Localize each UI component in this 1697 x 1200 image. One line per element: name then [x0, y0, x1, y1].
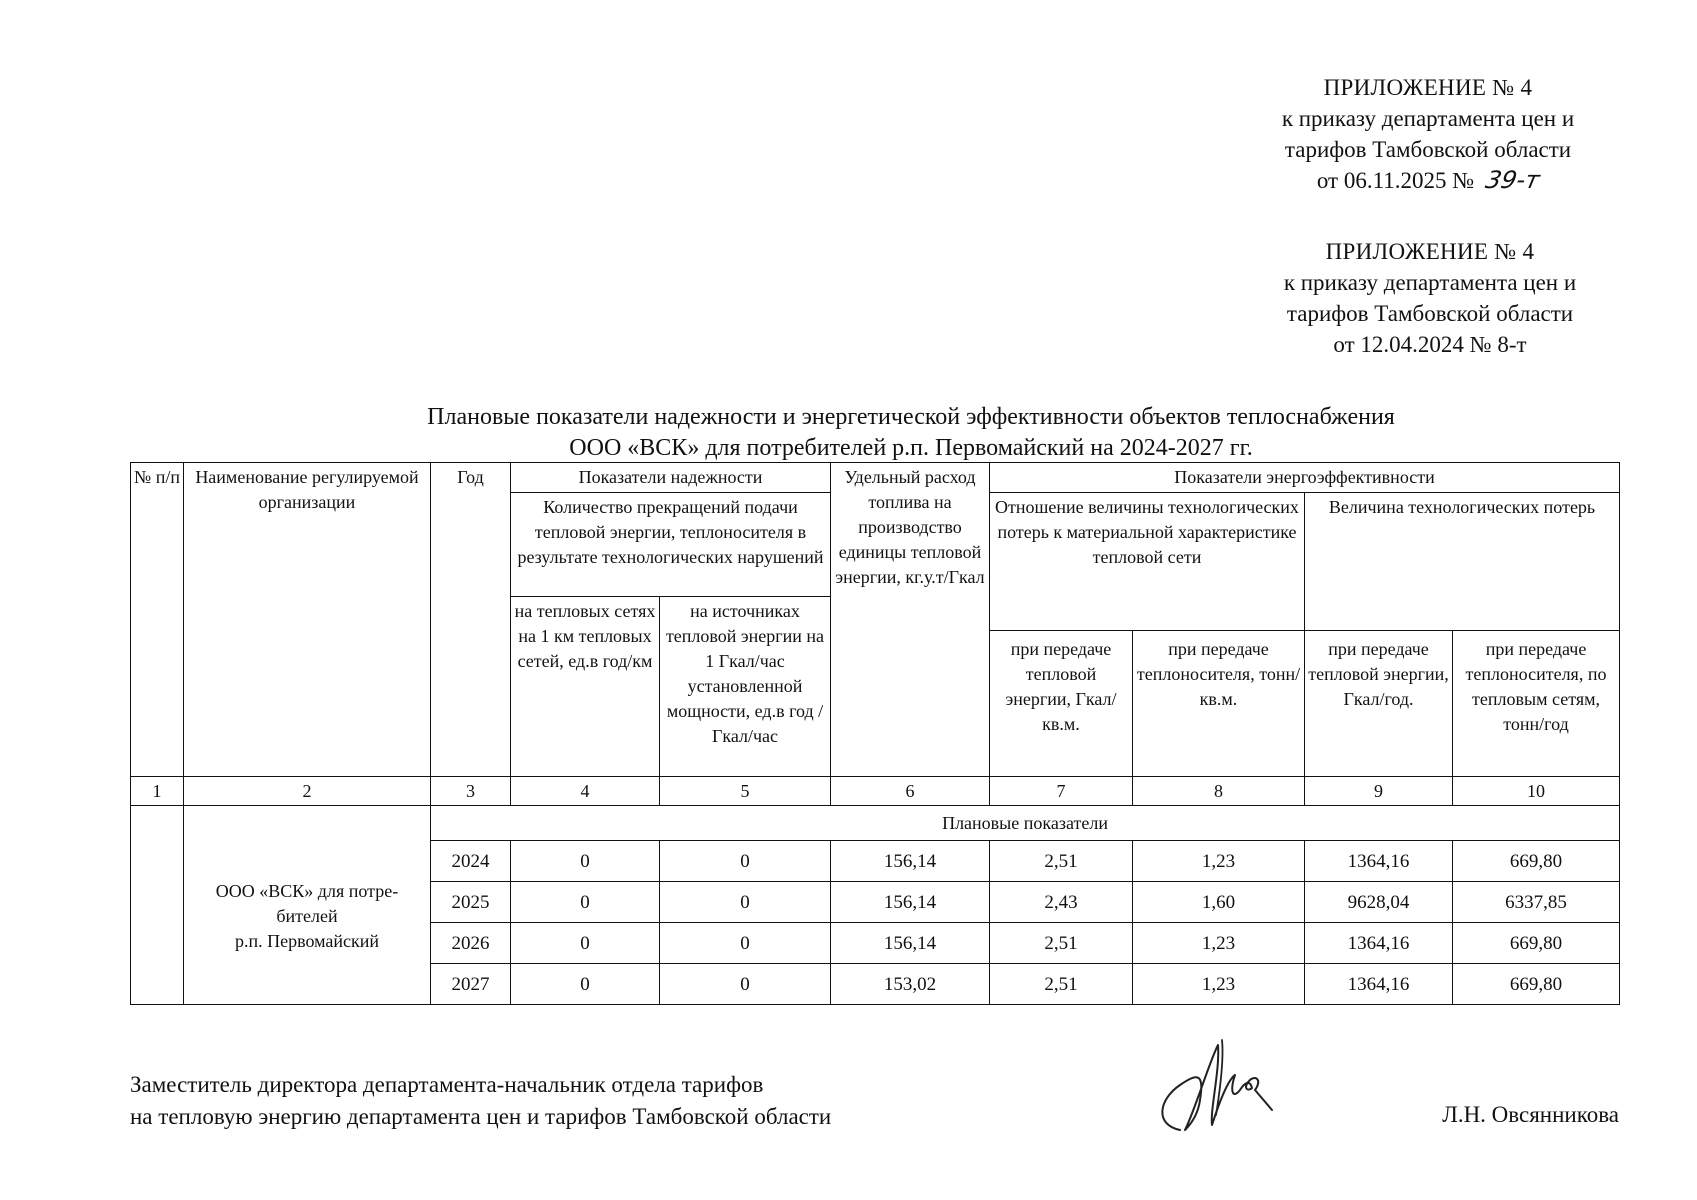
document-title-line: ООО «ВСК» для потребителей р.п. Первомайский на 2024-2027 гг. — [569, 435, 1253, 461]
signatory-position-line: Заместитель директора департамента-начальник отдела тарифов — [130, 1072, 764, 1097]
appendix-line: к приказу департамента цен и — [1281, 106, 1575, 131]
header-col7: при передаче тепловой энергии, Гкал/кв.м. — [990, 631, 1133, 777]
data-cell: 1364,16 — [1305, 841, 1453, 882]
row-number-cell — [131, 806, 184, 1005]
organization-line: ООО «ВСК» для потре- — [215, 880, 399, 901]
column-number: 8 — [1133, 777, 1305, 806]
data-cell: 1364,16 — [1305, 923, 1453, 964]
header-year: Год — [431, 463, 511, 777]
data-cell: 0 — [660, 882, 831, 923]
data-cell: 0 — [660, 841, 831, 882]
appendix-date-line — [1238, 165, 1618, 196]
appendix-line: тарифов Тамбовской области — [1286, 301, 1574, 326]
data-cell: 156,14 — [831, 882, 990, 923]
data-cell: 153,02 — [831, 964, 990, 1005]
header-reliability: Показатели надежности — [511, 463, 831, 493]
data-cell: 2,43 — [990, 882, 1133, 923]
column-number: 7 — [990, 777, 1133, 806]
column-number: 9 — [1305, 777, 1453, 806]
data-cell: 2,51 — [990, 923, 1133, 964]
column-number: 4 — [511, 777, 660, 806]
column-number: 2 — [184, 777, 431, 806]
appendix-date-line: от 12.04.2024 № 8-т — [1333, 332, 1527, 357]
header-organization: Наименование регулируемой организации — [184, 463, 431, 777]
header-loss-value: Величина технологических потерь — [1305, 493, 1620, 631]
organization-line: р.п. Первомайский — [234, 930, 380, 951]
column-number: 3 — [431, 777, 511, 806]
data-cell: 1,23 — [1133, 964, 1305, 1005]
data-cell: 669,80 — [1453, 923, 1620, 964]
data-cell: 669,80 — [1453, 964, 1620, 1005]
year-cell: 2026 — [431, 923, 511, 964]
data-cell: 1,60 — [1133, 882, 1305, 923]
data-cell: 0 — [511, 841, 660, 882]
data-cell: 0 — [511, 964, 660, 1005]
header-loss-ratio: Отношение величины технологических потерь к материальной характеристике тепловой сети — [990, 493, 1305, 631]
appendix-line: тарифов Тамбовской области — [1284, 137, 1572, 162]
appendix-line: к приказу департамента цен и — [1283, 270, 1577, 295]
data-cell: 2,51 — [990, 964, 1133, 1005]
document-title — [130, 402, 1692, 464]
data-cell: 156,14 — [831, 923, 990, 964]
signatory-position-line: на тепловую энергию департамента цен и тарифов Тамбовской области — [130, 1104, 832, 1129]
appendix-date-prefix: от 06.11.2025 № — [1316, 168, 1475, 193]
data-cell: 1,23 — [1133, 841, 1305, 882]
handwritten-signature — [1150, 1030, 1280, 1140]
appendix-header-current — [1238, 72, 1618, 196]
year-cell: 2027 — [431, 964, 511, 1005]
column-number: 1 — [131, 777, 184, 806]
header-efficiency: Показатели энергоэффективности — [990, 463, 1620, 493]
data-cell: 156,14 — [831, 841, 990, 882]
handwritten-order-number: 39-т — [1483, 166, 1543, 194]
organization-cell — [184, 806, 431, 1005]
header-num: № п/п — [131, 463, 184, 777]
data-cell: 0 — [511, 882, 660, 923]
data-cell: 1,23 — [1133, 923, 1305, 964]
header-col8: при передаче теплоносителя, тонн/кв.м. — [1133, 631, 1305, 777]
data-cell: 0 — [511, 923, 660, 964]
header-fuel-consumption: Удельный расход топлива на производство единицы тепловой энергии, кг.у.т/Гкал — [831, 463, 990, 777]
indicators-table — [130, 462, 1620, 1005]
signatory-name: Л.Н. Овсянникова — [1442, 1102, 1619, 1127]
year-cell: 2025 — [431, 882, 511, 923]
column-number: 6 — [831, 777, 990, 806]
column-number: 10 — [1453, 777, 1620, 806]
header-col5: на источниках тепловой энергии на 1 Гкал/час установленной мощности, ед.в год /Гкал/час — [660, 597, 831, 777]
data-cell: 0 — [660, 923, 831, 964]
data-cell: 9628,04 — [1305, 882, 1453, 923]
appendix-title: ПРИЛОЖЕНИЕ № 4 — [1323, 75, 1533, 100]
header-interruptions: Количество прекращений подачи тепловой энергии, теплоносителя в результате технологических нарушений — [511, 493, 831, 597]
data-cell: 669,80 — [1453, 841, 1620, 882]
signatory-position — [130, 1069, 831, 1133]
year-cell: 2024 — [431, 841, 511, 882]
data-cell: 0 — [660, 964, 831, 1005]
header-col9: при передаче тепловой энергии, Гкал/год. — [1305, 631, 1453, 777]
column-number-row — [131, 777, 1620, 806]
data-cell: 1364,16 — [1305, 964, 1453, 1005]
organization-line: бителей — [276, 905, 338, 926]
appendix-title: ПРИЛОЖЕНИЕ № 4 — [1325, 239, 1535, 264]
header-col10: при передаче теплоносителя, по тепловым сетям, тонн/год — [1453, 631, 1620, 777]
data-cell: 6337,85 — [1453, 882, 1620, 923]
header-col4: на тепловых сетях на 1 км тепловых сетей, ед.в год/км — [511, 597, 660, 777]
data-cell: 2,51 — [990, 841, 1133, 882]
column-number: 5 — [660, 777, 831, 806]
document-title-line: Плановые показатели надежности и энергетической эффективности объектов теплоснабжения — [427, 404, 1395, 430]
appendix-header-original — [1240, 236, 1620, 360]
section-label: Плановые показатели — [431, 806, 1620, 841]
